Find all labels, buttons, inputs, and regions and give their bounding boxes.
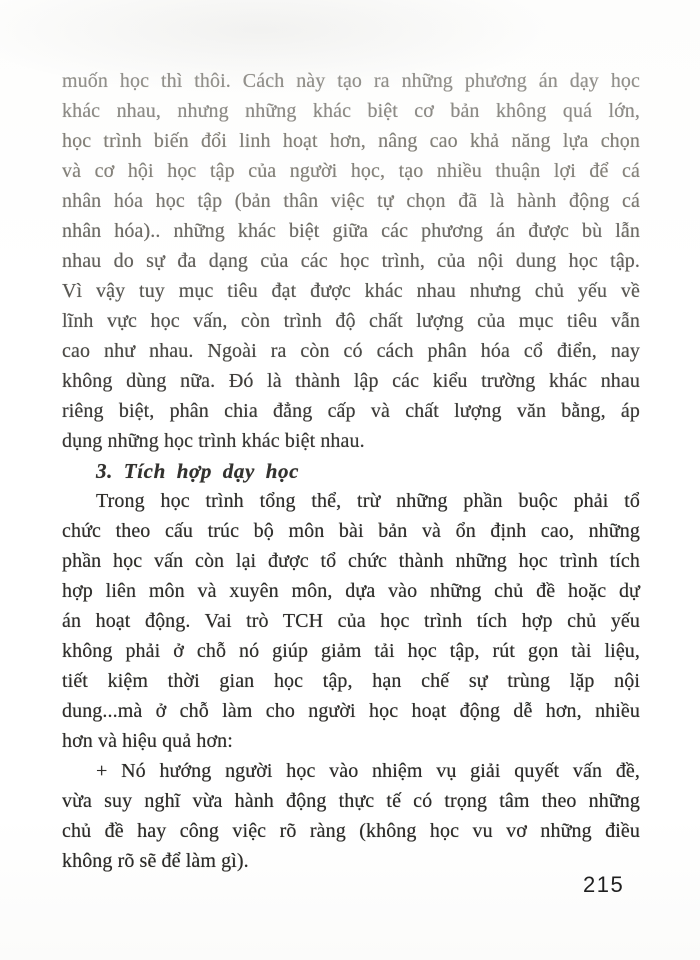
text-block: [62, 66, 640, 876]
section-heading: 3. Tích hợp dạy học: [96, 459, 300, 483]
text-line: không rõ sẽ để làm gì).: [62, 850, 249, 872]
text-line: khác nhau, nhưng những khác biệt cơ bản không quá lớn,: [62, 100, 640, 122]
text-line: tiết kiệm thời gian học tập, hạn chế sự trùng lặp nội: [62, 670, 640, 692]
text-line: nhân hóa).. những khác biệt giữa các phương án được bù lẫn: [62, 220, 640, 242]
text-line: hợp liên môn và xuyên môn, dựa vào những chủ đề hoặc dự: [62, 580, 640, 602]
text-line: chủ đề hay công việc rõ ràng (không học vu vơ những điều: [62, 820, 640, 842]
text-line: cao như nhau. Ngoài ra còn có cách phân hóa cổ điển, nay: [62, 340, 640, 362]
text-line: riêng biệt, phân chia đẳng cấp và chất lượng văn bằng, áp: [62, 400, 640, 422]
text-line: học trình biến đổi linh hoạt hơn, nâng cao khả năng lựa chọn: [62, 130, 640, 152]
page-number: 215: [583, 872, 625, 897]
bullet-paragraph: [62, 756, 640, 876]
text-line: nhân hóa học tập (bản thân việc tự chọn đã là hành động cá: [62, 190, 640, 212]
text-line: Vì vậy tuy mục tiêu đạt được khác nhau nhưng chủ yếu về: [62, 280, 640, 302]
text-line: không dùng nữa. Đó là thành lập các kiểu trường khác nhau: [62, 370, 640, 392]
text-line: + Nó hướng người học vào nhiệm vụ giải quyết vấn đề,: [96, 760, 640, 782]
text-line: lĩnh vực học vấn, còn trình độ chất lượng của mục tiêu vẫn: [62, 310, 640, 332]
text-line: án hoạt động. Vai trò TCH của học trình tích hợp chủ yếu: [62, 610, 640, 632]
text-line: chức theo cấu trúc bộ môn bài bản và ổn định cao, những: [62, 520, 640, 542]
paragraph-continuation: [62, 66, 640, 456]
text-line: muốn học thì thôi. Cách này tạo ra những phương án dạy học: [62, 70, 640, 92]
text-line: nhau do sự đa dạng của các học trình, của nội dung học tập.: [62, 250, 640, 272]
text-line: không phải ở chỗ nó giúp giảm tải học tập, rút gọn tài liệu,: [62, 640, 640, 662]
text-line: và cơ hội học tập của người học, tạo nhiều thuận lợi để cá: [62, 160, 640, 182]
text-line: phần học vấn còn lại được tổ chức thành những học trình tích: [62, 550, 640, 572]
paragraph: [62, 486, 640, 756]
text-line: vừa suy nghĩ vừa hành động thực tế có trọng tâm theo những: [62, 790, 640, 812]
text-line: dụng những học trình khác biệt nhau.: [62, 430, 365, 452]
text-line: dung...mà ở chỗ làm cho người học hoạt động dễ hơn, nhiều: [62, 700, 640, 722]
text-line: Trong học trình tổng thể, trừ những phần buộc phải tổ: [96, 490, 640, 512]
text-line: hơn và hiệu quả hơn:: [62, 730, 233, 752]
